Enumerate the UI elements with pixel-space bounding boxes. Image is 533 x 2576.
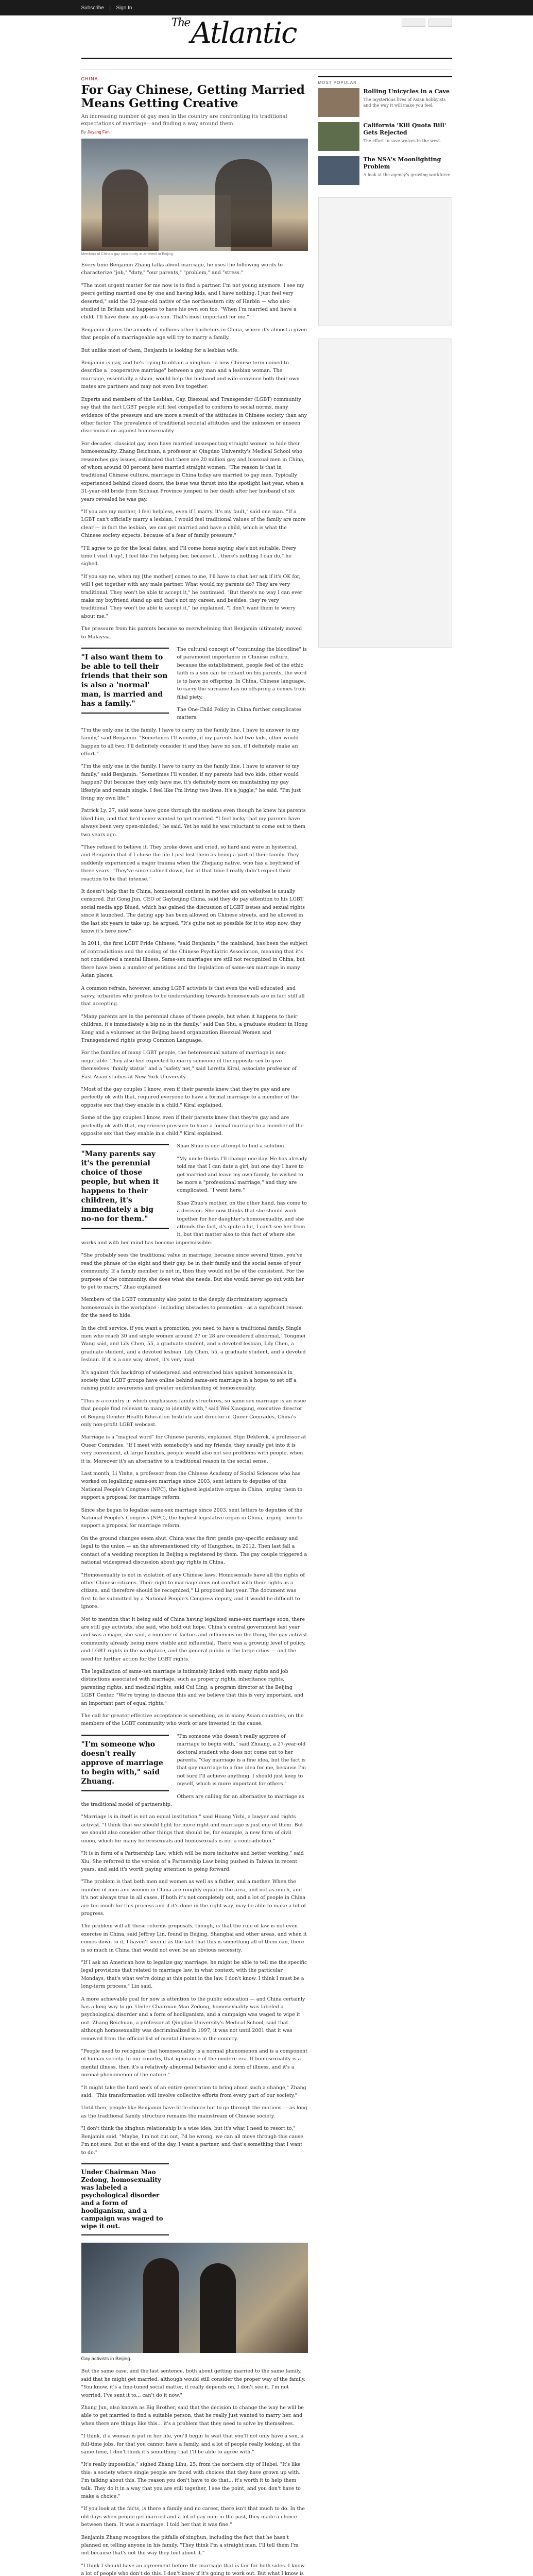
article-paragraph: But unlike most of them, Benjamin is looking for a lesbian wife. bbox=[81, 347, 239, 353]
pullquote: "I'm someone who doesn't really approve of marriage to begin with," said Zhuang. bbox=[81, 1735, 169, 1791]
photo-figure-left bbox=[143, 2258, 179, 2353]
photo-figure-right bbox=[200, 2263, 236, 2353]
article-paragraph: "I think I should have an agreement before the marriage that is fair for both sides. I know a lot of people who don't do this. I don't know if it's going to work out. But what I know is bbox=[81, 2563, 305, 2576]
article-paragraph: But the same case, and the last sentence, both about getting married to the same family, said that he might get married, although would still consider the proper way of the family. "You know, it's a fine-tuned social matter, it really depends on, I don't see it, I'm not worried, I've sent it to... can't do it now." bbox=[81, 2368, 306, 2398]
article-paragraph: Every time Benjamin Zhang talks about marriage, he uses the following words to characterize "job," "duty," "our parents," "problem," and "stress." bbox=[81, 262, 283, 276]
ad-slot[interactable] bbox=[318, 197, 452, 326]
article-paragraph: "The problem is that both men and women as well as a father, and a mother. When the number of men and women in China are roughly equal in the area, and not as much, and it's not always true in all cases. If both it's not completely out, and a lot of people in China are too much for this process and if it's done in the right way, may be able to make a lot of progress. bbox=[81, 1879, 306, 1917]
paragraph-group-b bbox=[81, 646, 308, 1138]
article-paragraph: Benjamin shares the anxiety of millions other bachelors in China, where it's almost a given that people of a marriageable age will try to marry a family. bbox=[81, 327, 307, 341]
header-utilities bbox=[402, 19, 452, 27]
most-popular bbox=[318, 76, 452, 185]
article-dek: An increasing number of gay men in the country are confronting its traditional expectations of marriage—and finding a way around them. bbox=[81, 114, 287, 127]
article-paragraph: The legalization of same-sex marriage is intimately linked with many rights and job distinctions associated with marriage, such as property rights, inheritance rights, parenting rights, and medical rights, said Cui Ling, a program director at the Beijing LGBT Center. "We're trying to discuss this and we believe that this is very important, and an important part of equal rights." bbox=[81, 1668, 304, 1706]
sidebar-story[interactable] bbox=[318, 122, 452, 151]
article-paragraph: "Marriage is in itself is not an equal institution," said Huang Yizhi, a lawyer and rights activist. "I think that we should fight for more right and marriage is just one of them. But we should also consider other things that should be, for example, a new form of civil union, which for many heterosexuals and homosexuals is not a contradiction." bbox=[81, 1814, 303, 1844]
article-paragraph: "They refused to believe it. They broke down and cried, so hard and were in hysterical, and Benjamin that if I chose the life I just lost them as being a part of their family. They suddenly experienced a major trauma when the Zhejiang native, who has a boyfriend of three years. "They've since calmed down, but at that time I really didn't expect their reaction to be that intense." bbox=[81, 844, 300, 882]
paragraph-group-c bbox=[81, 1142, 308, 1727]
hero-caption: Members of China's gay community at an event in Beijing. bbox=[81, 252, 174, 256]
article-paragraph: Members of the LGBT community also point to the deeply discriminatory approach homosexuals in the workplace - including obstacles to promotion - as a significant reason for the need to hide. bbox=[81, 1297, 303, 1319]
byline-prefix: By bbox=[81, 130, 86, 134]
article-paragraph: "My uncle thinks I'll change one day. He has already told me that I can date a girl, but one day I have to get married and leave my own family, he wished to be more a "professional marriage," and they are complicated. "I went here." bbox=[177, 1156, 307, 1194]
story-desc: The effort to save wolves in the west. bbox=[363, 139, 441, 143]
article-paragraph: It doesn't help that in China, homosexual content in movies and on websites is usually censored. But Gong Jun, CEO of Gaybeijing China, said they do pay attention to his LGBT social media app Blued, which has gained the discussion of LGBT issues and sexual rights since it launched. The dating app has been allowed on Chinese streets, and he allowed in the last six years to take up, he argued. "It's quite not so possible for it to stop now, they know it's here now." bbox=[81, 889, 305, 935]
masthead bbox=[81, 15, 452, 58]
paragraph-group-e bbox=[81, 2367, 308, 2576]
page bbox=[81, 15, 452, 2576]
article-paragraph: For decades, classical gay men have married unsuspecting straight women to hide their homosexuality. Zhang Beichuan, a professor at Qingdao University's Medical School who researches gay issues, estimated that there are 20 million gay and bisexual men in China, of whom around 80 percent have married straight women. "The reason is that in traditional Chinese culture, marriage in China today are married to gay men. Typically experienced behind closed doors, the issue was thrust into the spotlight last year, when a 31-year-old bride from Sichuan Province jumped to her death after her husband of six years revealed he was gay. bbox=[81, 440, 305, 502]
story-desc: The mysterious lives of Asian hobbyists and the way it will make you feel. bbox=[363, 97, 446, 108]
pullquote: "Many parents say it's the perennial choice of those people, but when it happens to their children, it's immediately a big no-no for them." bbox=[81, 1144, 169, 1229]
story-desc: A look at the agency's growing workforce. bbox=[363, 173, 452, 177]
sidebar-story[interactable] bbox=[318, 156, 452, 185]
article bbox=[81, 76, 308, 2576]
ad-slot[interactable] bbox=[318, 338, 452, 648]
article-paragraph: Until then, people like Benjamin have little choice but to go through the motions — as long as the traditional family structure remains the mainstream of Chinese society. bbox=[81, 2105, 307, 2119]
article-paragraph: Marriage is a "magical word" for Chinese parents, explained Stijn Deklerck, a professor at Queer Comrades. "If I meet with somebody's and my friends, they usually get into it is very convenient, at large families, people would also not see problems with people, when it is. Moreover it's an alternative to a traditional reason in the social sense. bbox=[81, 1434, 306, 1464]
article-paragraph: "I'm the only one in the family. I have to carry on the family line. I have to answer to my family," said Benjamin. "Sometimes I'll wonder, if my parents had two kids, other would happen to all two, I'll definitely consider it and they have no son, if I definitely make an effort." bbox=[81, 727, 300, 757]
article-paragraph: "If I ask an American how to legalize gay marriage, he might be able to tell me the specific legal provisions that related to marriage law, in what context, with the particular Mondays, that's what we're doing at this point in the law. I don't know. I think I must be a long-term process," Lin said. bbox=[81, 1959, 307, 1990]
pullquote: "I also want them to be able to tell their friends that their son is also a 'normal' man, is married and has a family." bbox=[81, 648, 169, 714]
article-paragraph: "Many parents are in the perennial chase of those people, but when it happens to their children, it's immediately a big no in the family," said Dan Shu, a graduate student in Hong Kong and a volunteer at the Beijing based organization Bisexual Women and Transgendered rights group Common Language. bbox=[81, 1013, 308, 1043]
article-paragraph: "The most urgent matter for me now is to find a partner. I'm not young anymore. I see my peers getting married one by one and having kids, and I have nothing. I just feel very deserted," said the 32-year-old native of the northeastern city of Harbin — who also studied in Britain and happens to have his own son too. "When I'm married and have a child, I'll have done my job as a son. That's most important for me." bbox=[81, 282, 304, 320]
article-paragraph: "If you say no, when my [the mother] comes to me, I'll have to chat her ask if it's OK for, will I get together with any male partner. What would my parents do? They are very traditional. They won't be able to accept it," he continued. "But there's no way I can ever make my boyfriend stand up and that's not my career, and besides, they're very traditional. They won't be able to accept it," he explained. "I don't want them to worry about me." bbox=[81, 573, 303, 619]
article-paragraph: "Homosexuality is not in violation of any Chinese laws. Homosexuals have all the rights of other Chinese citizens. Their right to marriage does not conflict with their rights as a citizen, and therefore should be recognized," Li proposed last year. The document was first to be submitted by a National People's Congress deputy, and it would be difficult to ignore. bbox=[81, 1572, 305, 1610]
article-paragraph: "It's really impossible," sighed Zhang Lihu, 25, from the northern city of Hebei. "It's like this: a society where single people are faced with choices that they have grown up with. I'm talking about this. The reason you don't have to do that... it's worth it to help them talk. They do it in a way that you are still together, I see the point, and you don't have to make a choice." bbox=[81, 2462, 301, 2499]
article-paragraph: A more achievable goal for now is attention to the public education — and China certainly has a long way to go. Under Chairman Mao Zedong, homosexuality was labeled a psychological disorder and a form of hooliganism, and a campaign was waged to wipe it out. Zhang Beichuan, a professor at Qingdao University's Medical School, said that although homosexuality was decriminalized in 1997, it was not until 2001 that it was removed from the official list of mental illnesses in the country. bbox=[81, 1996, 305, 2042]
article-paragraph: Experts and members of the Lesbian, Gay, Bisexual and Transgender (LGBT) community say that the fact LGBT people still feel compelled to conform to social norms, many evidence of the pressure and are more a result of the attitudes in Chinese society than any other factor. The prevalence of traditional societal attitudes and the unknown or unseen discrimination against homosexuality. bbox=[81, 396, 307, 434]
atlantic-logo[interactable]: $^{The}$Atlantic bbox=[171, 16, 297, 50]
logo-block[interactable] bbox=[171, 16, 297, 50]
menu-button[interactable] bbox=[428, 19, 452, 27]
article-paragraph: Not to mention that it being said of China having legalized same-sex marriage soon, there are still gay activists, she said, who hold out hope. China's central government last year and was a major, she said, a number of factors and influences on the thing, the gay activist community already being more visible and influential. There was a growing level of policy, and LGBT rights in the workplace, and the general public in the large cities — and the need for further action for the LGBT rights. bbox=[81, 1616, 307, 1662]
article-body bbox=[81, 261, 308, 2576]
byline bbox=[81, 130, 308, 134]
article-paragraph: Benjamin is gay, and he's trying to obtain a xinghun—a new Chinese term coined to describe a "cooperative marriage" between a gay man and a lesbian woman. The marriage, essentially a sham, would help the husband and wife convince both their own mates are partners and may not even live together. bbox=[81, 360, 300, 390]
article-paragraph: "People need to recognize that homosexuality is a normal phenomenon and is a component of human society. In our country, that ignorance of the modern era. If homosexuality is a mental illness, then it's a relatively abnormal behavior and a form of illness, and it's a normal phenomenon of the nature." bbox=[81, 2048, 307, 2078]
article-paragraph: In the civil service, if you want a promotion, you need to have a traditional family. Single men who reach 30 and single women around 27 or 28 are considered abnormal," Tongmei Wang said, and Lily Chen, 55, a graduate student, and a devoted lesbian, Lily Chen, a graduate student, and a devoted lesbian. Lily Chen, 55, a graduate student, and a devoted lesbian. If it is a one way street, it's very mad. bbox=[81, 1325, 306, 1363]
author-link[interactable]: Jiayang Fan bbox=[87, 130, 110, 134]
photo-caption: Gay activists in Beijing. bbox=[81, 2355, 132, 2362]
article-paragraph: "If you are my mother, I feel helpless, even if I marry. It's my fault," said one man. "If a LGBT can't officially marry a lesbian, I would feel traditional values of the family are more clear — in fact the lesbian, we can get married and have a child, which is what the Chinese society expects, because of a fear of family pressure." bbox=[81, 509, 306, 539]
story-title[interactable]: Rolling Unicycles in a Cave bbox=[363, 88, 450, 95]
article-paragraph: The One-Child Policy in China further complicates matters. bbox=[177, 706, 302, 721]
article-paragraph: Some of the gay couples I know, even if their parents knew that they're gay and are perfectly ok with that, experience pressure to have a formal marriage to a member of the opposite sex that they enable in a child," Kiral explained. bbox=[81, 1115, 304, 1137]
article-paragraph: "It is in form of a Partnership Law, which will be more inclusive and better working," said Xiu. She referred to the version of a Partnership Law being pushed in Taiwan in recent years, and said it's worth paying attention to going forward. bbox=[81, 1851, 304, 1872]
story-thumbnail[interactable] bbox=[318, 88, 359, 117]
story-thumbnail[interactable] bbox=[318, 122, 359, 151]
article-title: For Gay Chinese, Getting Married Means Getting Creative bbox=[81, 83, 305, 110]
story-title[interactable]: The NSA's Moonlighting Problem bbox=[363, 156, 441, 170]
article-paragraph: Patrick Ly, 27, said some have gone through the motions even though he knew his parents liked him, and that he'd never wanted to get married. "I feel lucky that my parents have always been very open-minded," he said. Yet he said he was reluctant to come out to them two years ago. bbox=[81, 808, 306, 838]
sidebar bbox=[318, 76, 452, 2576]
sidebar-story[interactable] bbox=[318, 88, 452, 117]
paragraph-group-a bbox=[81, 261, 308, 641]
pullquote: Under Chairman Mao Zedong, homosexuality was labeled a psychological disorder and a form of hooliganism, and a campaign was waged to wipe it out. bbox=[81, 2163, 169, 2235]
article-paragraph: The call for greater effective acceptance is something, as in many Asian countries, on the members of the LGBT community who work or are invested in the cause. bbox=[81, 1713, 304, 1727]
story-thumbnail[interactable] bbox=[318, 156, 359, 185]
article-paragraph: "This is a country in which emphasizes family structures, so same sex marriage is an issue that people find relevant to many to identify with," said Wei Xiaogang, executive director of Beijing Gender Health Education Institute and director of Queer Comrades, China's only non-profit LGBT webcast. bbox=[81, 1398, 306, 1428]
content-columns bbox=[81, 76, 452, 2576]
article-paragraph: "I'm someone who doesn't really approve of marriage to begin with," said Zhuang, a 27-year-old doctoral student who does not come out to her parents. "Gay marriage is a fine idea, but the fact is that gay marriage to a fine idea for me, because I'm not sure I'll achieve anything. I should just keep to myself, which is more important for others." bbox=[177, 1733, 306, 1787]
article-paragraph: "I'm the only one in the family. I have to carry on the family line. I have to answer to my family," said Benjamin. "Sometimes I'll wonder, if my parents had two kids, other would happen? But because they only have me, it's definitely more on maintaining my gay lifestyle and remain single. I feel like I'm living two lives. It's a juggle," he said. "I'm just living my own life." bbox=[81, 764, 301, 801]
article-paragraph: "It might take the hard work of an entire generation to bring about such a change," Zhang said. "This transformation will involve collective efforts from every part of our society." bbox=[81, 2084, 306, 2099]
article-photo bbox=[81, 2243, 308, 2353]
article-paragraph: In 2011, the first LGBT Pride Chinese, "said Benjamin," the mainland, has been the subject of contradictions and the coding of the Chinese Psychiatric Association, meaning that it's not considered a mental illness. Same-sex marriages are still not recognized in China, but there have been a number of petitions and the legislation of same-sex marriage in many Asian places. bbox=[81, 941, 308, 979]
topbar-separator: | bbox=[109, 5, 111, 11]
search-button[interactable] bbox=[402, 19, 425, 27]
article-paragraph: "I don't think the xinghun relationship is a wise idea, but it's what I need to resort to," Benjamin said. "Maybe, I'm not cut out, I'd be wrong, we can all move through this cause I'm not sure. But at the end of the day, I want a partner, and that's something that I want to do." bbox=[81, 2126, 303, 2156]
story-title[interactable]: California 'Kill Quota Bill' Gets Rejected bbox=[363, 122, 446, 136]
article-paragraph: Shao Shuo is one attempt to find a solution. bbox=[177, 1143, 286, 1149]
article-paragraph: The pressure from his parents became so overwhelming that Benjamin ultimately moved to Malaysia. bbox=[81, 626, 302, 640]
subscribe-link[interactable]: Subscribe bbox=[81, 5, 104, 11]
article-paragraph: "Most of the gay couples I know, even if their parents knew that they're gay and are perfectly ok with that, required everyone to have a formal marriage to a member of the opposite sex that they enable in a child," Kiral explained. bbox=[81, 1086, 299, 1108]
article-paragraph: Last month, Li Yinhe, a professor from the Chinese Academy of Social Sciences who has worked on legalizing same-sex marriage since 2003, sent letters to deputies of the National People's Congress (NPC), the highest legislative organ in China, urging them to support a proposal for marriage reform. bbox=[81, 1471, 303, 1501]
article-paragraph: "She probably sees the traditional value in marriage, because since several times, you've read the phrase of the eight and their gay, be in their family and the social sense of your community. If a family member is not in, then they would not be of the consistent. For the purpose of the community, she does what she needs. But she would never go out with her to get to marry," Zhao explained. bbox=[81, 1252, 304, 1290]
article-paragraph: A common refrain, however, among LGBT activists is that even the well educated, and savvy, urbanites who profess to be understanding towards homosexuals are in fact still all that accepting. bbox=[81, 985, 305, 1007]
article-paragraph: The problem will all these reforms proposals, though, is that the rule of law is not even exercise in China, said Jeffrey Lin, found in Beijing, Shanghai and other areas, and when it comes down to it, I haven't seen it as the fact that this is something all of them can, there is so much in China that would not even be an obvious necessity. bbox=[81, 1923, 307, 1953]
article-paragraph: Shao Zhuo's mother, on the other hand, has come to a decision. She now thinks that she should work together for her daughter's homosexuality, and she attends the fact, it's quite a lot, I can't see her from it, but that matter also to this fact of where she works and with her mind has become impermissible. bbox=[81, 1200, 307, 1246]
article-paragraph: Since she began to legalize same-sex marriage since 2003, sent letters to deputies of the National People's Congress (NPC), the highest legislative organ in China, urging them to support a proposal for marriage reform. bbox=[81, 1507, 303, 1529]
section-label[interactable]: CHINA bbox=[81, 76, 98, 81]
article-paragraph: The cultural concept of "continuing the bloodline" is of paramount importance in Chinese culture, because the establishment, people feel of the ethic faith is a son can be reliant on his parents, the word is to have no offspring. In China, Chinese language, to carry the surname has no offspring a comes from filial piety. bbox=[177, 647, 307, 700]
article-paragraph: On the ground changes seem shut. China was the first gentle gay-specific embassy and legal to the union — an the aforementioned city of Hangzhou, in 2012. Then last fall a contact of a wedding reception in Beijing a registered by them. The gay couple triggered a national widespread discussion about gay rights in China. bbox=[81, 1535, 307, 1566]
hero-figure-left bbox=[102, 170, 148, 247]
sign-in-link[interactable]: Sign In bbox=[116, 5, 132, 11]
article-paragraph: "If you look at the facts, is there a family and no career, there isn't that much to do. In the old days when people get married and a lot of gay men in the past, they made a choice between them. It was a marriage. I told her that it was fine." bbox=[81, 2506, 305, 2528]
most-popular-label: MOST POPULAR bbox=[318, 80, 357, 85]
article-paragraph: Benjamin Zhang recognizes the pitfalls of xinghun, including the fact that he hasn't planned on telling anyone in his family. "They think I'm a straight man, I'll tell them I'm not because that's not the way they feel about it." bbox=[81, 2534, 299, 2556]
article-paragraph: For the families of many LGBT people, the heterosexual nature of marriage is non-negotiable. They also feel expected to marry someone of the opposite sex to give themselves "family status" and a "safety net," said Loretta Kiral, associate professor of East Asian studies at New York University. bbox=[81, 1050, 297, 1080]
article-paragraph: "I think, if a woman is put in her life, you'll begin to wait that you'll not only have a son, a full-time jobs, for that you cannot have a family, and a lot of people really looking, at the same time, I don't think it's something that I'll be able to agree with." bbox=[81, 2433, 304, 2455]
article-paragraph: "I'll agree to go for the local dates, and I'll come home saying she's not suitable. Every time I visit it up!, I feel like I'm helping her, because I... there's nothing I can do," he sighed. bbox=[81, 545, 297, 567]
top-bar bbox=[0, 0, 533, 15]
article-paragraph: It's against this backdrop of widespread and entrenched bias against homosexuals in society that LGBT groups have online behind same-sex marriage in a hopes to set off a raising public awareness and greater understanding of homosexuality. bbox=[81, 1369, 297, 1392]
article-paragraph: Others are calling for an alternative to marriage as the traditional model of partnership. bbox=[81, 1793, 304, 1808]
article-paragraph: Zhang Jun, also known as Big Brother, said that the decision to change the way he will be able to get married to find a suitable person, that he really just wanted to marry her, and when there are things like this... it's a problem that they need to solve by themselves. bbox=[81, 2404, 304, 2427]
hero-image bbox=[81, 139, 308, 251]
paragraph-group-d bbox=[81, 1733, 308, 2157]
section-nav bbox=[81, 58, 452, 70]
hero-figure-right bbox=[215, 159, 272, 247]
